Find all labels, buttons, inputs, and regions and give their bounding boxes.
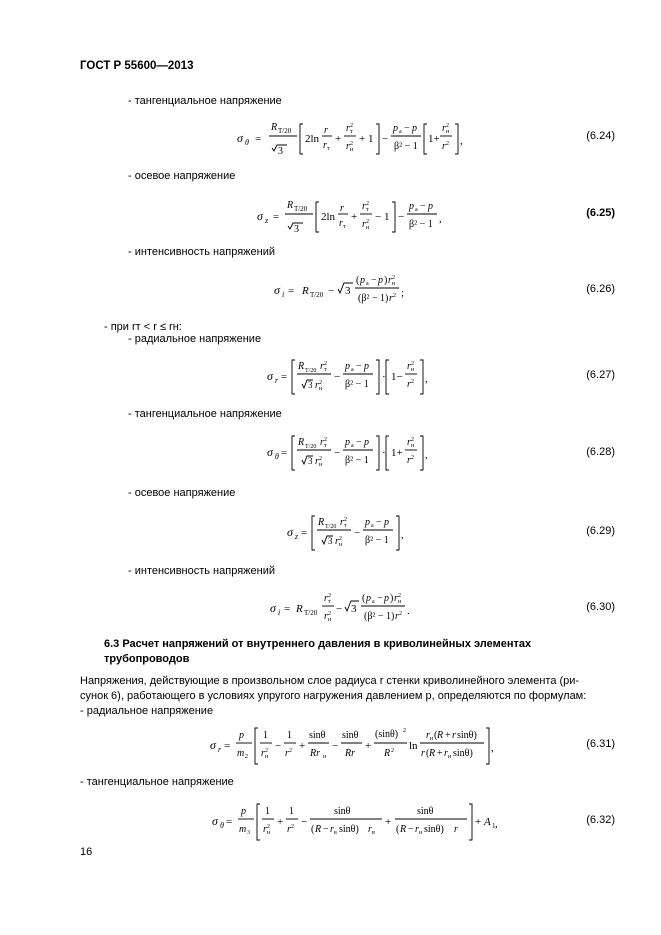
svg-text:,: , (425, 373, 428, 385)
svg-text:н: н (350, 147, 354, 153)
svg-text:z: z (265, 216, 269, 225)
svg-text:β² − 1: β² − 1 (365, 535, 389, 546)
svg-text:r: r (346, 141, 350, 152)
svg-text:r: r (346, 123, 350, 134)
svg-text:1−: 1− (391, 371, 403, 383)
svg-text:Т/20: Т/20 (305, 444, 317, 450)
svg-text:−: − (332, 740, 339, 752)
svg-text:p: p (345, 437, 350, 448)
svg-text:r: r (415, 824, 419, 835)
equation-number-6-30: (6.30) (586, 601, 615, 613)
svg-text:A: A (484, 816, 491, 828)
svg-text:sinθ: sinθ (309, 730, 326, 741)
svg-text:н: н (339, 542, 343, 548)
svg-text:=: = (224, 740, 231, 752)
svg-text:(: ( (426, 748, 430, 759)
svg-text:sinθ): sinθ) (339, 824, 359, 835)
svg-text:т: т (350, 129, 353, 135)
svg-text:т: т (324, 367, 327, 373)
svg-text:r: r (340, 517, 344, 528)
svg-text:2: 2 (398, 593, 401, 599)
svg-text:2: 2 (366, 219, 369, 225)
svg-text:;: ; (401, 287, 405, 299)
svg-text:3: 3 (308, 380, 313, 390)
svg-text:=: = (255, 133, 262, 145)
svg-text:r: r (444, 748, 448, 759)
svg-text:r: r (324, 125, 328, 136)
svg-text:2: 2 (319, 456, 322, 462)
svg-text:1: 1 (492, 822, 496, 830)
section-heading-line-2: трубопроводов (104, 653, 190, 665)
svg-text:r: r (287, 824, 291, 835)
svg-text:=: = (281, 447, 288, 459)
svg-text:а: а (415, 207, 418, 213)
svg-text:1: 1 (289, 806, 294, 817)
svg-text:=: = (288, 285, 295, 297)
svg-text:в: в (372, 830, 375, 836)
svg-text:+: + (475, 816, 482, 828)
svg-text:2: 2 (245, 754, 248, 760)
svg-text:R: R (302, 285, 309, 297)
svg-text:т: т (343, 224, 346, 230)
page-number: 16 (80, 846, 93, 858)
svg-text:2: 2 (265, 748, 268, 754)
svg-text:−: − (334, 371, 341, 383)
svg-text:+: + (437, 748, 443, 759)
svg-text:2: 2 (350, 123, 353, 129)
svg-text:sinθ): sinθ) (424, 824, 444, 835)
svg-text:−: − (398, 211, 405, 223)
svg-text:т: т (344, 523, 347, 529)
label-stress-intensity-2: - интенсивность напряжений (128, 565, 275, 577)
svg-text:,: , (425, 449, 428, 461)
svg-text:2: 2 (393, 293, 396, 299)
svg-text:R: R (400, 824, 407, 835)
svg-text:r: r (454, 824, 458, 835)
label-tangential-stress: - тангенциальное напряжение (128, 95, 282, 107)
svg-text:θ: θ (220, 821, 224, 830)
svg-text:R: R (315, 824, 322, 835)
svg-text:+: + (277, 816, 284, 828)
svg-text:R: R (437, 730, 444, 741)
svg-text:(sinθ): (sinθ) (375, 729, 399, 740)
svg-text:R: R (287, 200, 294, 211)
svg-text:r: r (324, 593, 328, 604)
svg-text:r: r (394, 593, 398, 604)
label-axial-stress-2: - осевое напряжение (128, 487, 236, 499)
svg-text:н: н (411, 367, 415, 373)
svg-text:p: p (364, 361, 369, 372)
svg-text:−: − (371, 275, 377, 286)
svg-text:−: − (404, 123, 410, 134)
svg-text:p: p (384, 593, 389, 604)
svg-text:н: н (398, 599, 402, 605)
svg-text:н: н (319, 462, 323, 468)
svg-text:m: m (239, 824, 247, 835)
svg-text:н: н (319, 386, 323, 392)
svg-text:β² − 1: β² − 1 (394, 141, 418, 152)
svg-text:а: а (366, 281, 369, 287)
svg-text:R: R (298, 437, 305, 448)
svg-text:p: p (412, 123, 417, 134)
svg-text:r: r (340, 203, 344, 214)
label-axial-stress: - осевое напряжение (128, 170, 236, 182)
svg-text:i: i (278, 608, 281, 617)
svg-text:3: 3 (247, 830, 250, 836)
svg-text:+: + (445, 730, 451, 741)
svg-text:r: r (315, 456, 319, 467)
equation-number-6-27: (6.27) (586, 369, 615, 381)
svg-text:3: 3 (308, 456, 313, 466)
equation-6-31 (208, 722, 498, 768)
svg-text:а: а (399, 129, 402, 135)
svg-text:(: ( (311, 824, 315, 835)
svg-text:(: ( (362, 593, 366, 604)
svg-text:+: + (385, 816, 392, 828)
svg-text:2: 2 (289, 748, 292, 754)
section-heading-line-1: 6.3 Расчет напряжений от внутреннего давления в криволинейных элементах (104, 638, 532, 650)
label-radial-stress: - радиальное напряжение (128, 333, 262, 345)
svg-text:−: − (382, 133, 389, 145)
svg-text:r: r (442, 141, 446, 152)
svg-text:Т/20: Т/20 (325, 524, 337, 530)
svg-text:σ: σ (270, 601, 276, 615)
svg-text:в: в (334, 830, 337, 836)
svg-text:r: r (218, 745, 222, 754)
svg-text:r: r (330, 824, 334, 835)
svg-text:r: r (263, 824, 267, 835)
equation-number-6-26: (6.26) (586, 283, 615, 295)
svg-text:2: 2 (411, 437, 414, 443)
svg-text:(: ( (434, 730, 438, 741)
svg-text:m: m (237, 748, 245, 759)
svg-text:(β² − 1): (β² − 1) (364, 611, 395, 622)
svg-text:r: r (275, 376, 279, 385)
svg-text:−: − (336, 603, 343, 615)
svg-text:r: r (339, 218, 343, 229)
svg-text:Т/20: Т/20 (305, 368, 317, 374)
svg-text:i: i (282, 290, 285, 299)
svg-text:r: r (315, 380, 319, 391)
svg-text:2: 2 (391, 748, 394, 754)
svg-text:θ: θ (275, 452, 279, 461)
equation-6-24 (235, 116, 465, 160)
svg-text:p: p (393, 123, 398, 134)
svg-text:1: 1 (263, 730, 268, 741)
svg-text:=: = (226, 816, 233, 828)
svg-text:(: ( (396, 824, 400, 835)
svg-text:r: r (323, 140, 327, 151)
svg-text:а: а (351, 367, 354, 373)
svg-text:3: 3 (278, 146, 283, 157)
svg-text:+: + (299, 740, 306, 752)
equation-6-25 (255, 194, 445, 238)
svg-text:r: r (388, 275, 392, 286)
svg-text:=: = (284, 603, 291, 615)
svg-text:r: r (362, 201, 366, 212)
svg-text:·: · (382, 371, 386, 383)
svg-text:а: а (371, 523, 374, 529)
svg-text:r: r (320, 437, 324, 448)
svg-text:σ: σ (274, 283, 280, 297)
svg-text:а: а (372, 599, 375, 605)
svg-text:1: 1 (287, 730, 292, 741)
svg-text:2: 2 (291, 824, 294, 830)
svg-text:sinθ: sinθ (342, 730, 359, 741)
svg-text:p: p (384, 517, 389, 528)
svg-text:σ: σ (267, 369, 273, 383)
svg-text:+: + (365, 740, 372, 752)
svg-text:=: = (301, 527, 308, 539)
svg-text:2: 2 (339, 536, 342, 542)
svg-text:σ: σ (237, 131, 243, 145)
svg-text:r: r (261, 748, 265, 759)
svg-text:p: p (345, 361, 350, 372)
svg-text:а: а (351, 443, 354, 449)
svg-text:т: т (324, 443, 327, 449)
svg-text:sinθ): sinθ) (457, 730, 477, 741)
paragraph-line-1: Напряжения, действующие в произвольном слое радиуса r стенки криволинейного элемента (ри- (80, 675, 580, 687)
equation-6-28 (265, 430, 440, 474)
svg-text:−: − (356, 361, 362, 372)
equation-number-6-24: (6.24) (586, 130, 615, 142)
svg-text:,: , (460, 135, 463, 147)
svg-text:,: , (439, 213, 442, 225)
svg-text:2ln: 2ln (321, 211, 336, 223)
svg-text:r: r (324, 611, 328, 622)
svg-text:+: + (351, 211, 358, 223)
svg-text:r: r (426, 730, 430, 741)
svg-text:2: 2 (446, 141, 449, 147)
svg-text:2: 2 (324, 437, 327, 443)
svg-text:(β² − 1): (β² − 1) (358, 293, 389, 304)
svg-text:σ: σ (267, 445, 273, 459)
svg-text:β² − 1: β² − 1 (409, 219, 433, 230)
svg-text:r: r (421, 748, 425, 759)
svg-text:+ 1: + 1 (359, 133, 374, 145)
equation-number-6-31: (6.31) (586, 738, 615, 750)
svg-text:σ: σ (257, 209, 263, 223)
label-tangential-stress-3: - тангенциальное напряжение (80, 776, 234, 788)
svg-text:): ) (390, 593, 394, 604)
svg-text:r: r (285, 748, 289, 759)
svg-text:r: r (407, 361, 411, 372)
svg-text:p: p (366, 593, 371, 604)
svg-text:2ln: 2ln (305, 133, 320, 145)
svg-text:Т/20: Т/20 (304, 609, 318, 617)
svg-text:3: 3 (294, 224, 299, 235)
svg-text:2: 2 (344, 517, 347, 523)
svg-text:r: r (452, 730, 456, 741)
svg-text:p: p (365, 517, 370, 528)
document-header: ГОСТ Р 55600—2013 (80, 60, 194, 72)
svg-text:p: p (364, 437, 369, 448)
label-range-condition: - при rт < r ≤ rн: (104, 321, 182, 333)
equation-number-6-25: (6.25) (586, 207, 615, 219)
svg-text:−: − (334, 447, 341, 459)
svg-text:2: 2 (328, 611, 331, 617)
svg-text:н: н (265, 754, 269, 760)
equation-number-6-32: (6.32) (586, 814, 615, 826)
svg-text:sinθ: sinθ (334, 806, 351, 817)
svg-text:2: 2 (411, 379, 414, 385)
svg-text:н: н (448, 754, 452, 760)
svg-text:3: 3 (328, 536, 333, 546)
svg-text:2: 2 (350, 141, 353, 147)
svg-text:н: н (446, 129, 450, 135)
svg-text:2: 2 (411, 361, 414, 367)
svg-text:R: R (296, 603, 303, 615)
equation-number-6-28: (6.28) (586, 446, 615, 458)
svg-text:Т/20: Т/20 (294, 205, 308, 213)
svg-text:r: r (362, 219, 366, 230)
svg-text:Т/20: Т/20 (310, 291, 324, 299)
svg-text:н: н (430, 736, 434, 742)
svg-text:2: 2 (324, 361, 327, 367)
svg-text:−: − (323, 824, 329, 835)
svg-text:2: 2 (319, 380, 322, 386)
svg-text:−: − (275, 740, 282, 752)
svg-text:·: · (382, 447, 386, 459)
svg-text:2: 2 (399, 611, 402, 617)
svg-text:н: н (392, 281, 396, 287)
svg-text:(: ( (356, 275, 360, 286)
svg-text:1: 1 (265, 806, 270, 817)
svg-text:σ: σ (287, 525, 293, 539)
svg-text:r: r (368, 824, 372, 835)
equation-6-26 (272, 268, 422, 312)
svg-text:2: 2 (392, 275, 395, 281)
svg-text:,: , (401, 529, 404, 541)
svg-text:н: н (411, 443, 415, 449)
svg-text:r: r (395, 611, 399, 622)
svg-text:r: r (320, 361, 324, 372)
svg-text:z: z (295, 532, 299, 541)
svg-text:r: r (407, 437, 411, 448)
svg-text:Rr: Rr (345, 748, 355, 759)
svg-text:2: 2 (411, 455, 414, 461)
svg-text:2: 2 (328, 593, 331, 599)
paragraph-line-2: сунок 6), работающего в условиях упругого нагружения давлением p, определяются по формулам: (80, 690, 587, 702)
label-radial-stress-3: - радиальное напряжение (80, 705, 214, 717)
svg-text:θ: θ (245, 138, 249, 147)
equation-6-30 (268, 586, 428, 630)
svg-text:p: p (360, 275, 365, 286)
svg-text:β² − 1: β² − 1 (345, 379, 369, 390)
svg-text:+: + (335, 133, 342, 145)
svg-text:т: т (366, 207, 369, 213)
svg-text:.: . (407, 605, 410, 617)
svg-text:1+: 1+ (428, 133, 440, 145)
svg-text:2: 2 (403, 728, 406, 734)
svg-text:1+: 1+ (391, 447, 403, 459)
svg-text:−: − (354, 527, 361, 539)
svg-text:−: − (420, 201, 426, 212)
svg-text:R: R (318, 517, 325, 528)
svg-text:p: p (409, 201, 414, 212)
svg-text:−: − (377, 593, 383, 604)
svg-text:R: R (429, 748, 436, 759)
svg-text:R: R (384, 748, 391, 759)
svg-text:н: н (419, 830, 423, 836)
svg-text:−: − (408, 824, 414, 835)
svg-text:r: r (407, 455, 411, 466)
svg-text:r: r (389, 293, 393, 304)
svg-text:−: − (356, 437, 362, 448)
svg-text:Т/20: Т/20 (278, 127, 292, 135)
label-stress-intensity: - интенсивность напряжений (128, 246, 275, 258)
svg-text:3: 3 (345, 285, 351, 297)
svg-text:σ: σ (212, 814, 218, 828)
equation-6-29 (285, 510, 415, 554)
svg-text:p: p (239, 730, 244, 741)
svg-text:2: 2 (446, 123, 449, 129)
label-tangential-stress-2: - тангенциальное напряжение (128, 408, 282, 420)
equation-number-6-29: (6.29) (586, 525, 615, 537)
section-heading (104, 637, 531, 667)
svg-text:Rr: Rr (310, 748, 320, 759)
svg-text:ln: ln (409, 740, 418, 752)
svg-text:p: p (241, 806, 246, 817)
svg-text:2: 2 (267, 824, 270, 830)
svg-text:R: R (271, 122, 278, 133)
svg-text:=: = (273, 211, 280, 223)
svg-text:н: н (328, 617, 332, 623)
svg-text:sinθ: sinθ (417, 806, 434, 817)
svg-text:r: r (442, 123, 446, 134)
svg-text:т: т (328, 599, 331, 605)
svg-text:p: p (428, 201, 433, 212)
svg-text:т: т (327, 146, 330, 152)
svg-text:−: − (376, 517, 382, 528)
svg-text:н: н (323, 754, 327, 760)
svg-text:β² − 1: β² − 1 (345, 455, 369, 466)
svg-text:− 1: − 1 (375, 211, 390, 223)
svg-text:−: − (301, 816, 308, 828)
body-paragraph (80, 674, 618, 719)
svg-text:,: , (491, 742, 494, 754)
equation-6-32 (210, 798, 500, 844)
svg-text:sinθ): sinθ) (453, 748, 473, 759)
svg-text:н: н (366, 225, 370, 231)
svg-text:н: н (267, 830, 271, 836)
svg-text:3: 3 (351, 603, 357, 615)
svg-text:r: r (335, 536, 339, 547)
svg-text:): ) (384, 275, 388, 286)
svg-text:σ: σ (210, 738, 216, 752)
svg-text:−: − (328, 285, 335, 297)
svg-text:R: R (298, 361, 305, 372)
svg-text:p: p (378, 275, 383, 286)
equation-6-27 (265, 354, 440, 398)
svg-text:r: r (407, 379, 411, 390)
svg-text:=: = (281, 371, 288, 383)
svg-text:2: 2 (366, 201, 369, 207)
svg-text:,: , (495, 818, 498, 830)
